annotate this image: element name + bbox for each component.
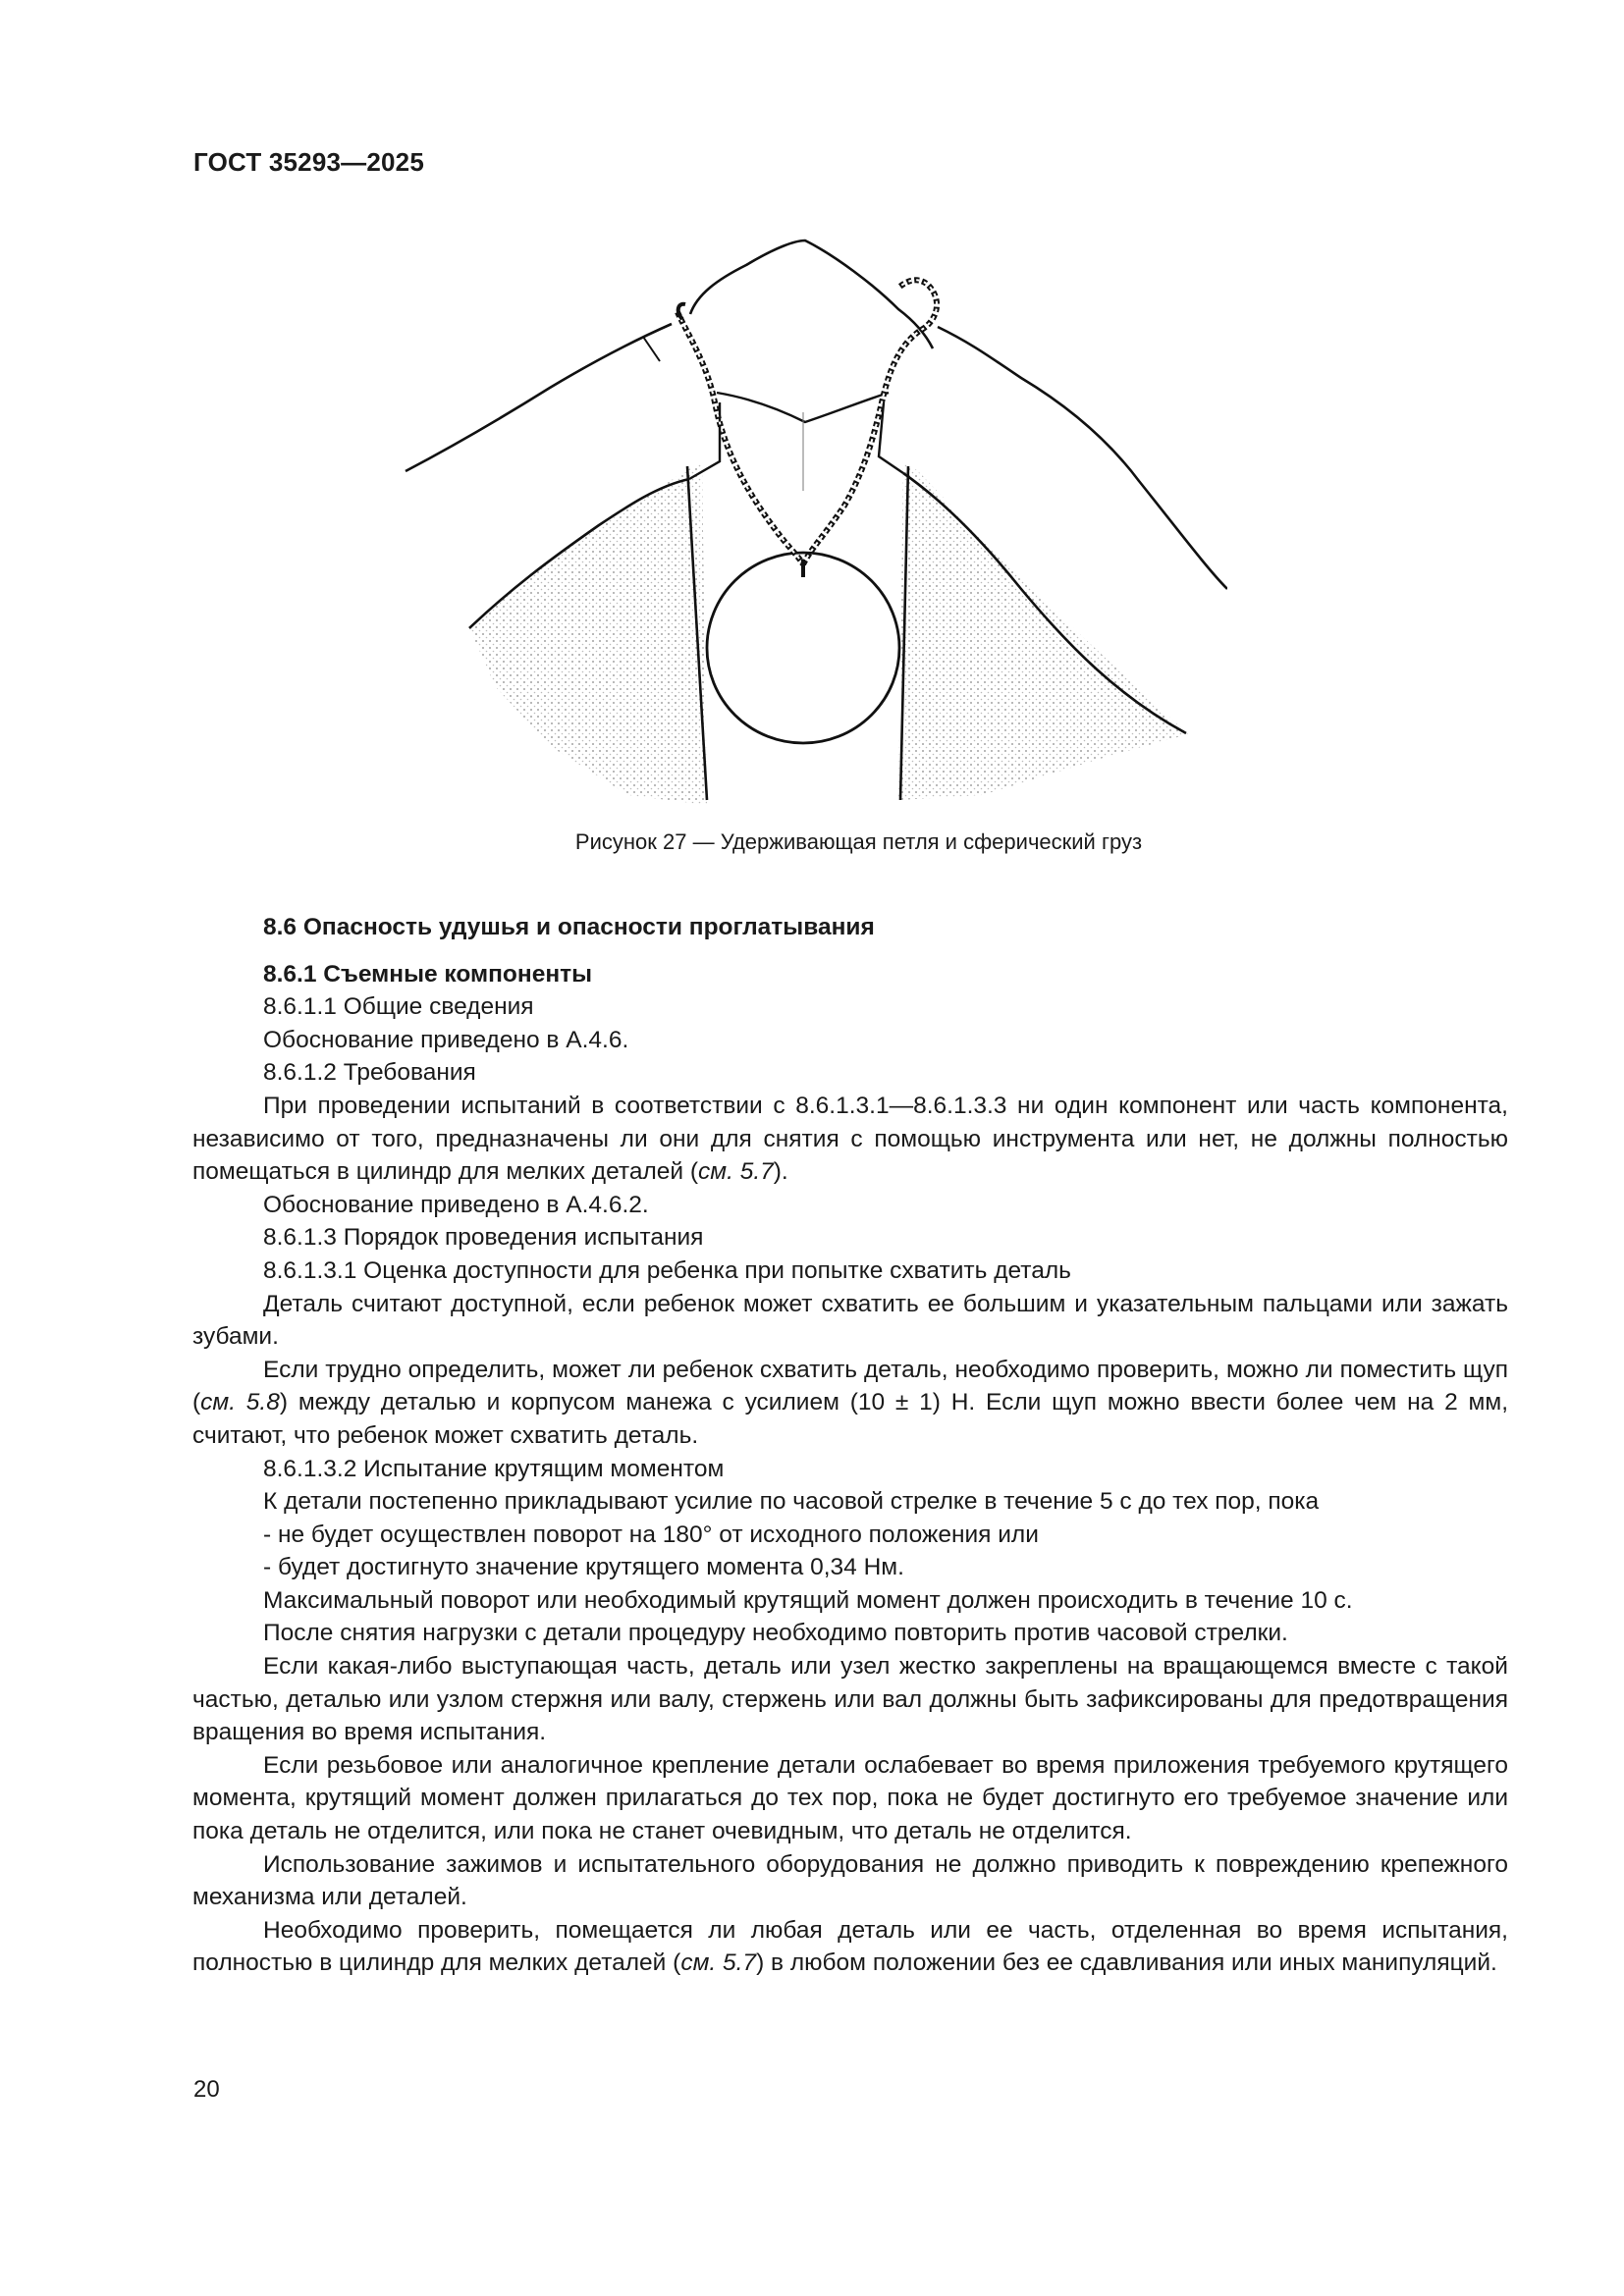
list-item: - будет достигнуто значение крутящего момента 0,34 Нм. [263, 1554, 904, 1581]
paragraph: Максимальный поворот или необходимый крутящий момент должен происходить в течение 10 с. [263, 1586, 1353, 1614]
paragraph: Использование зажимов и испытательного оборудования не должно приводить к повреждению крепежного механизма или деталей. [192, 1850, 1508, 1911]
retaining-loop-spherical-weight-illustration [393, 226, 1227, 805]
clause-title: 8.6.1.1 Общие сведения [263, 993, 534, 1021]
document-standard-id: ГОСТ 35293—2025 [193, 147, 424, 177]
document-body [192, 911, 1508, 1980]
figure-caption: Рисунок 27 — Удерживающая петля и сферический груз [574, 829, 1143, 854]
page-number: 20 [193, 2076, 220, 2103]
paragraph: Деталь считают доступной, если ребенок может схватить ее большим и указательным пальцами или зажать зубами. [192, 1290, 1508, 1351]
paragraph: Обоснование приведено в А.4.6.2. [263, 1191, 649, 1218]
list-item: - не будет осуществлен поворот на 180° от исходного положения или [263, 1521, 1039, 1548]
cross-reference: см. 5.7 [698, 1158, 774, 1186]
section-heading: 8.6 Опасность удушья и опасности проглатывания [263, 914, 875, 940]
paragraph: После снятия нагрузки с детали процедуру необходимо повторить против часовой стрелки. [263, 1620, 1288, 1647]
paragraph: Если какая-либо выступающая часть, деталь или узел жестко закреплены на вращающемся вместе с такой частью, деталью или узлом стержня или валу, стержень или вал должны быть зафиксированы для предотвращения вращения во время испытания. [192, 1653, 1508, 1746]
paragraph: К детали постепенно прикладывают усилие по часовой стрелке в течение 5 с до тех пор, пока [263, 1488, 1320, 1516]
clause-title: 8.6.1.3.2 Испытание крутящим моментом [263, 1455, 725, 1482]
cross-reference: см. 5.7 [680, 1949, 757, 1977]
paragraph: Если резьбовое или аналогичное крепление детали ослабевает во время приложения требуемого крутящего момента, крутящий момент должен прилагаться до тех пор, пока не будет достигнуто его требуемое значение или пока деталь не отделится, или пока не станет очевидным, что деталь не отделится. [192, 1751, 1508, 1845]
paragraph: При проведении испытаний в соответствии с 8.6.1.3.1—8.6.1.3.3 ни один компонент или часть компонента, независимо от того, предназначены ли они для снятия с помощью инструмента или нет, не должны полностью помещаться в цилиндр для мелких деталей (см. 5.7). [192, 1092, 1508, 1186]
figure-27 [393, 226, 1227, 805]
cross-reference: см. 5.8 [200, 1389, 280, 1416]
paragraph: Обоснование приведено в А.4.6. [263, 1026, 629, 1053]
clause-title: 8.6.1.2 Требования [263, 1059, 476, 1087]
paragraph: Если трудно определить, может ли ребенок схватить деталь, необходимо проверить, можно ли поместить щуп (см. 5.8) между деталью и корпусом манежа с усилием (10 ± 1) Н. Если щуп можно ввести более чем на 2 мм, считают, что ребенок может схватить деталь. [192, 1356, 1508, 1449]
clause-title: 8.6.1.3.1 Оценка доступности для ребенка при попытке схватить деталь [263, 1256, 1071, 1284]
paragraph: Необходимо проверить, помещается ли любая деталь или ее часть, отделенная во время испытания, полностью в цилиндр для мелких деталей (см. 5.7) в любом положении без ее сдавливания или иных манипуляций. [192, 1916, 1508, 1977]
subsection-heading: 8.6.1 Съемные компоненты [263, 960, 593, 988]
clause-title: 8.6.1.3 Порядок проведения испытания [263, 1224, 704, 1252]
